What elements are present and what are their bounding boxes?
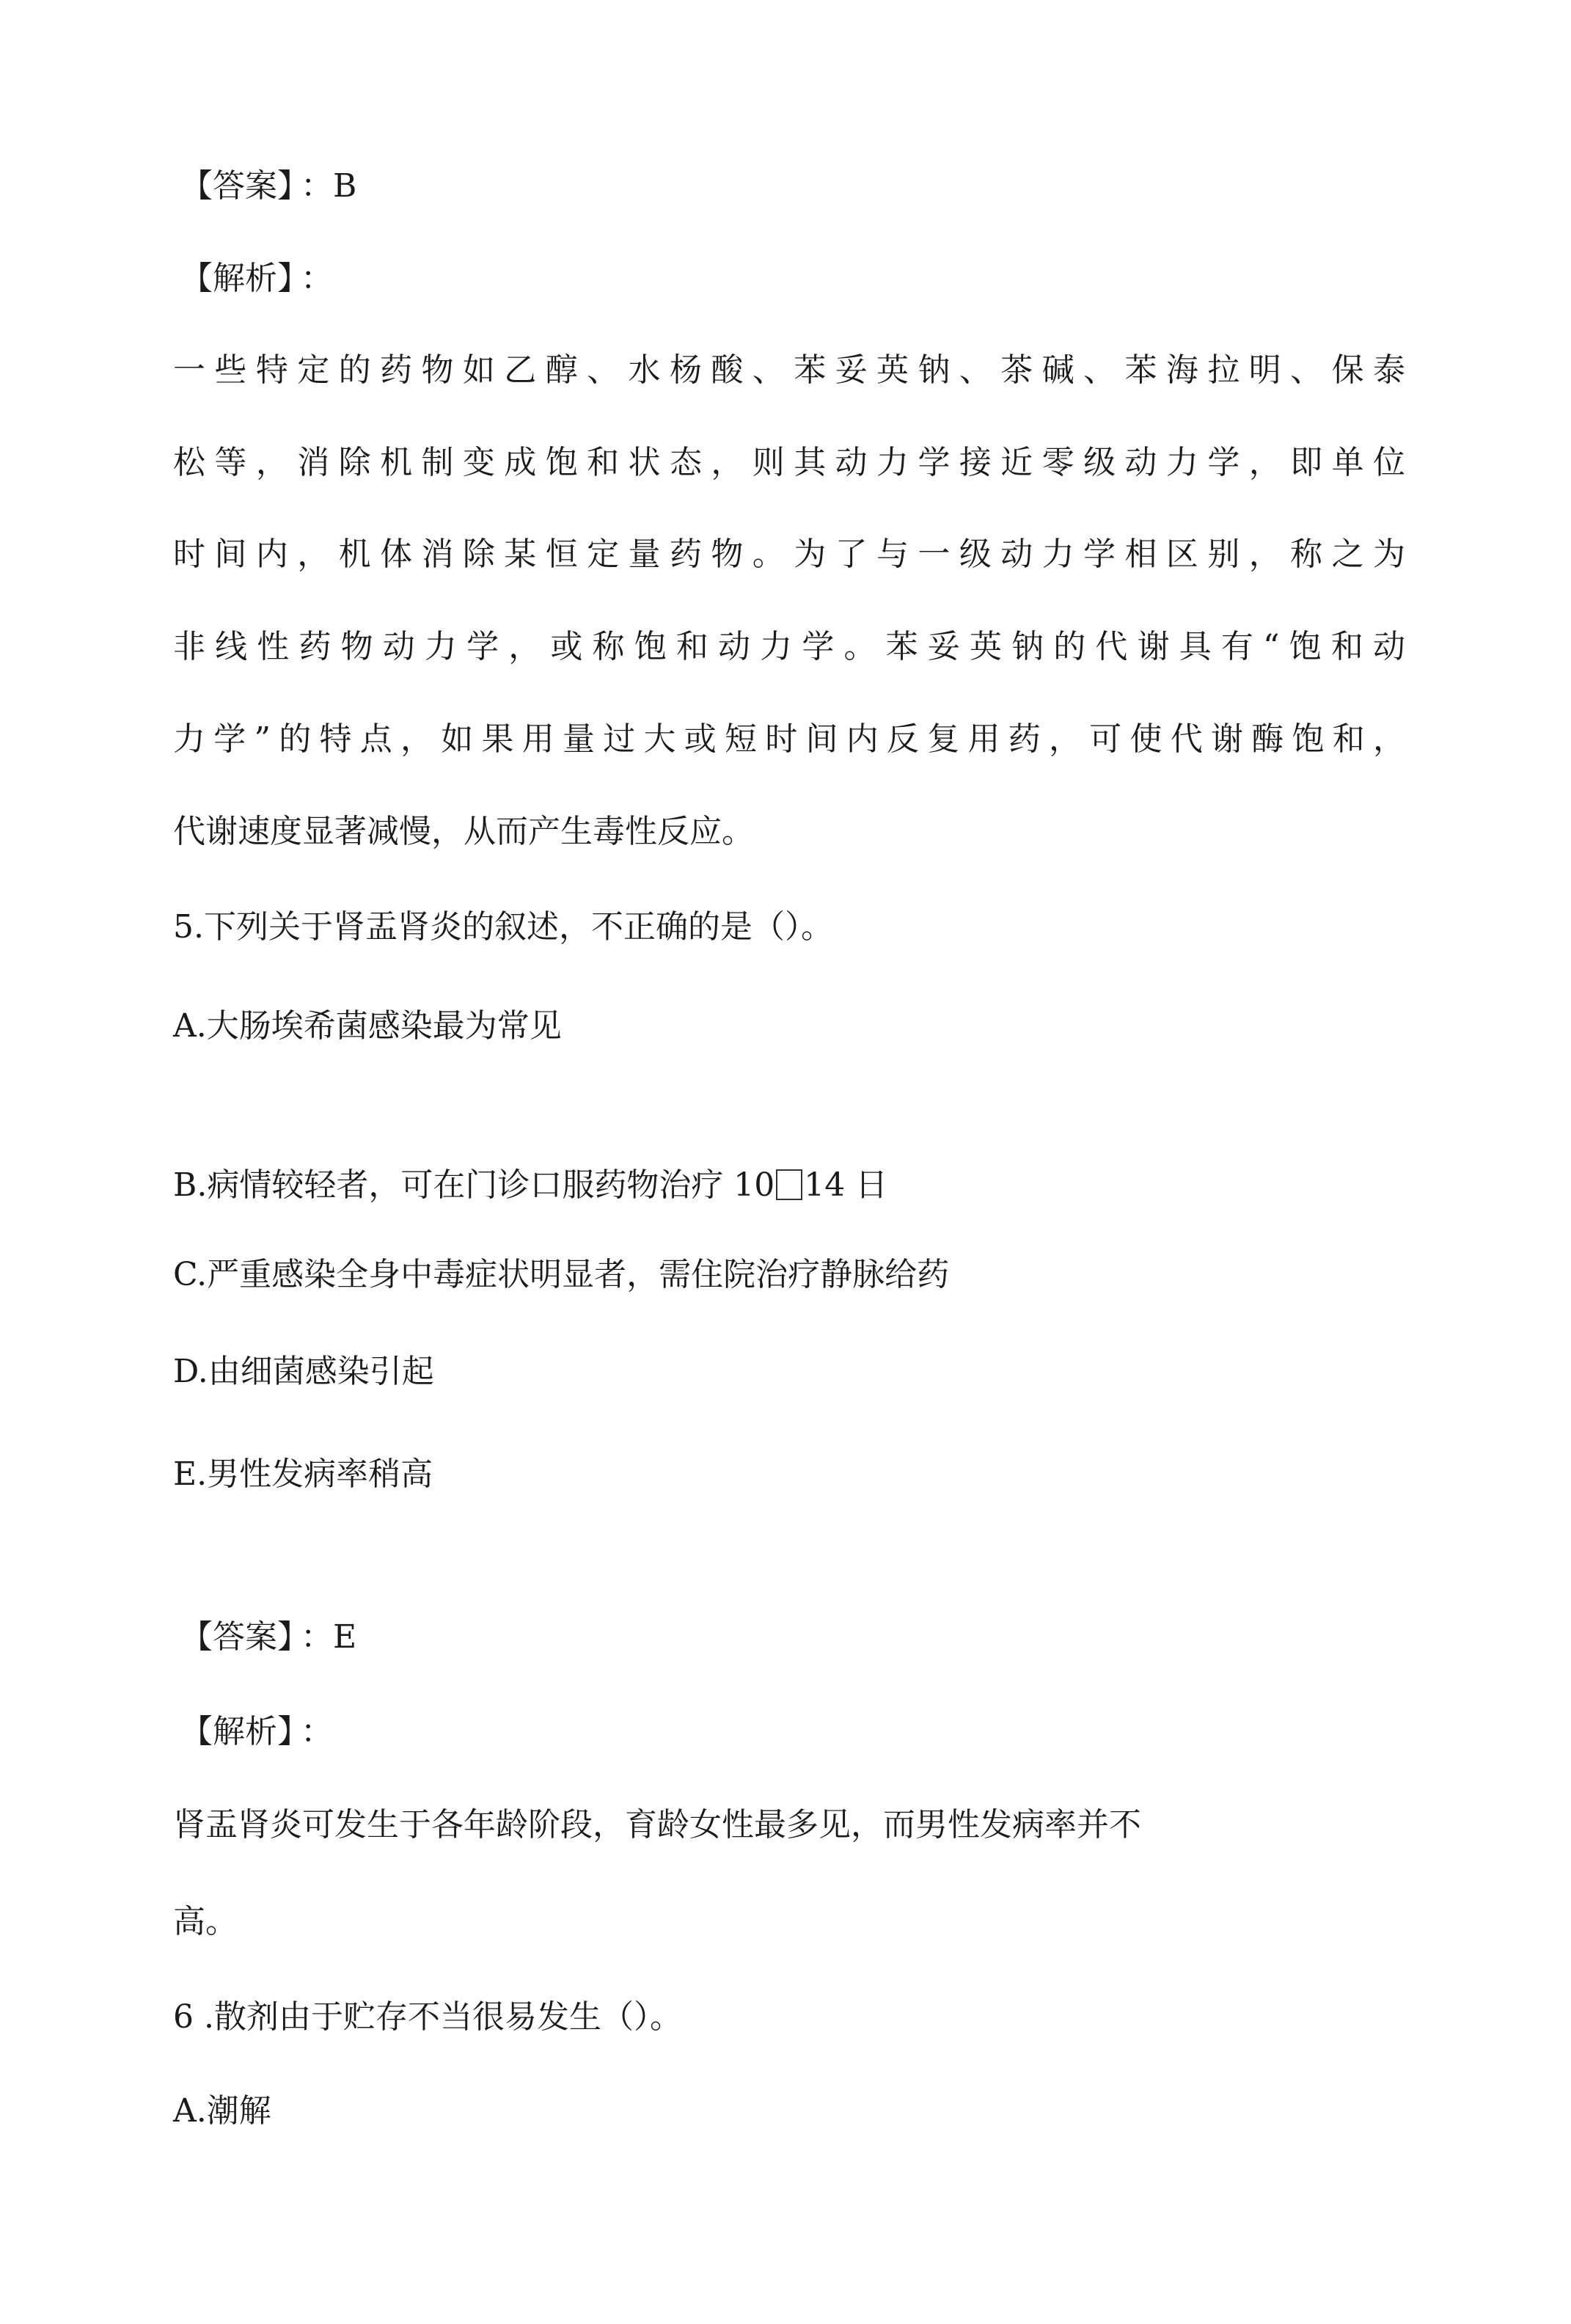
- analysis-line: 高。: [173, 1903, 238, 1940]
- answer-label: 【答案】: [180, 1618, 293, 1656]
- option-a: A.大肠埃希菌感染最为常见: [173, 1007, 562, 1045]
- option-c: C.严重感染全身中毒症状明显者，需住院治疗静脉给药: [173, 1256, 950, 1293]
- option-a: A.潮解: [173, 2092, 271, 2130]
- answer-label: 【答案】: [180, 167, 293, 205]
- option-b: [173, 1163, 887, 1207]
- answer-value: E: [333, 1618, 357, 1656]
- analysis-row: [180, 257, 333, 301]
- analysis-line: 松等，消除机制变成饱和状态，则其动力学接近零级动力学，即单位: [173, 444, 1405, 481]
- option-b-text-end: 14 日: [804, 1166, 888, 1204]
- option-e: E.男性发病率稍高: [173, 1455, 433, 1493]
- answer-sep: ：: [301, 167, 333, 205]
- analysis-line: 肾盂肾炎可发生于各年龄阶段，育龄女性最多见，而男性发病率并不: [173, 1806, 1141, 1844]
- answer-row: [180, 164, 356, 208]
- answer-value: B: [333, 167, 357, 205]
- analysis-line: 代谢速度显著减慢，从而产生毒性反应。: [173, 813, 754, 850]
- analysis-line: 非线性药物动力学，或称饱和动力学。苯妥英钠的代谢具有“饱和动: [173, 628, 1405, 665]
- answer-row: [180, 1615, 356, 1659]
- answer-sep: ：: [301, 1618, 333, 1656]
- analysis-row: [180, 1710, 333, 1754]
- analysis-sep: ：: [301, 1713, 333, 1750]
- option-b-text: B.病情较轻者，可在门诊口服药物治疗 10: [173, 1166, 775, 1204]
- analysis-line: 时间内，机体消除某恒定量药物。为了与一级动力学相区别，称之为: [173, 536, 1405, 573]
- analysis-label: 【解析】: [180, 1713, 293, 1750]
- missing-glyph-box: [776, 1169, 802, 1200]
- question-6-text: 6 .散剂由于贮存不当很易发生（）。: [173, 1998, 682, 2036]
- analysis-label: 【解析】: [180, 260, 293, 297]
- analysis-sep: ：: [301, 260, 333, 297]
- analysis-line: 力学”的特点，如果用量过大或短时间内反复用药，可使代谢酶饱和，: [173, 720, 1405, 758]
- question-5-text: 5.下列关于肾盂肾炎的叙述，不正确的是（）。: [173, 908, 833, 946]
- analysis-line: 一些特定的药物如乙醇、水杨酸、苯妥英钠、茶碱、苯海拉明、保泰: [173, 351, 1405, 389]
- option-d: D.由细菌感染引起: [173, 1353, 434, 1390]
